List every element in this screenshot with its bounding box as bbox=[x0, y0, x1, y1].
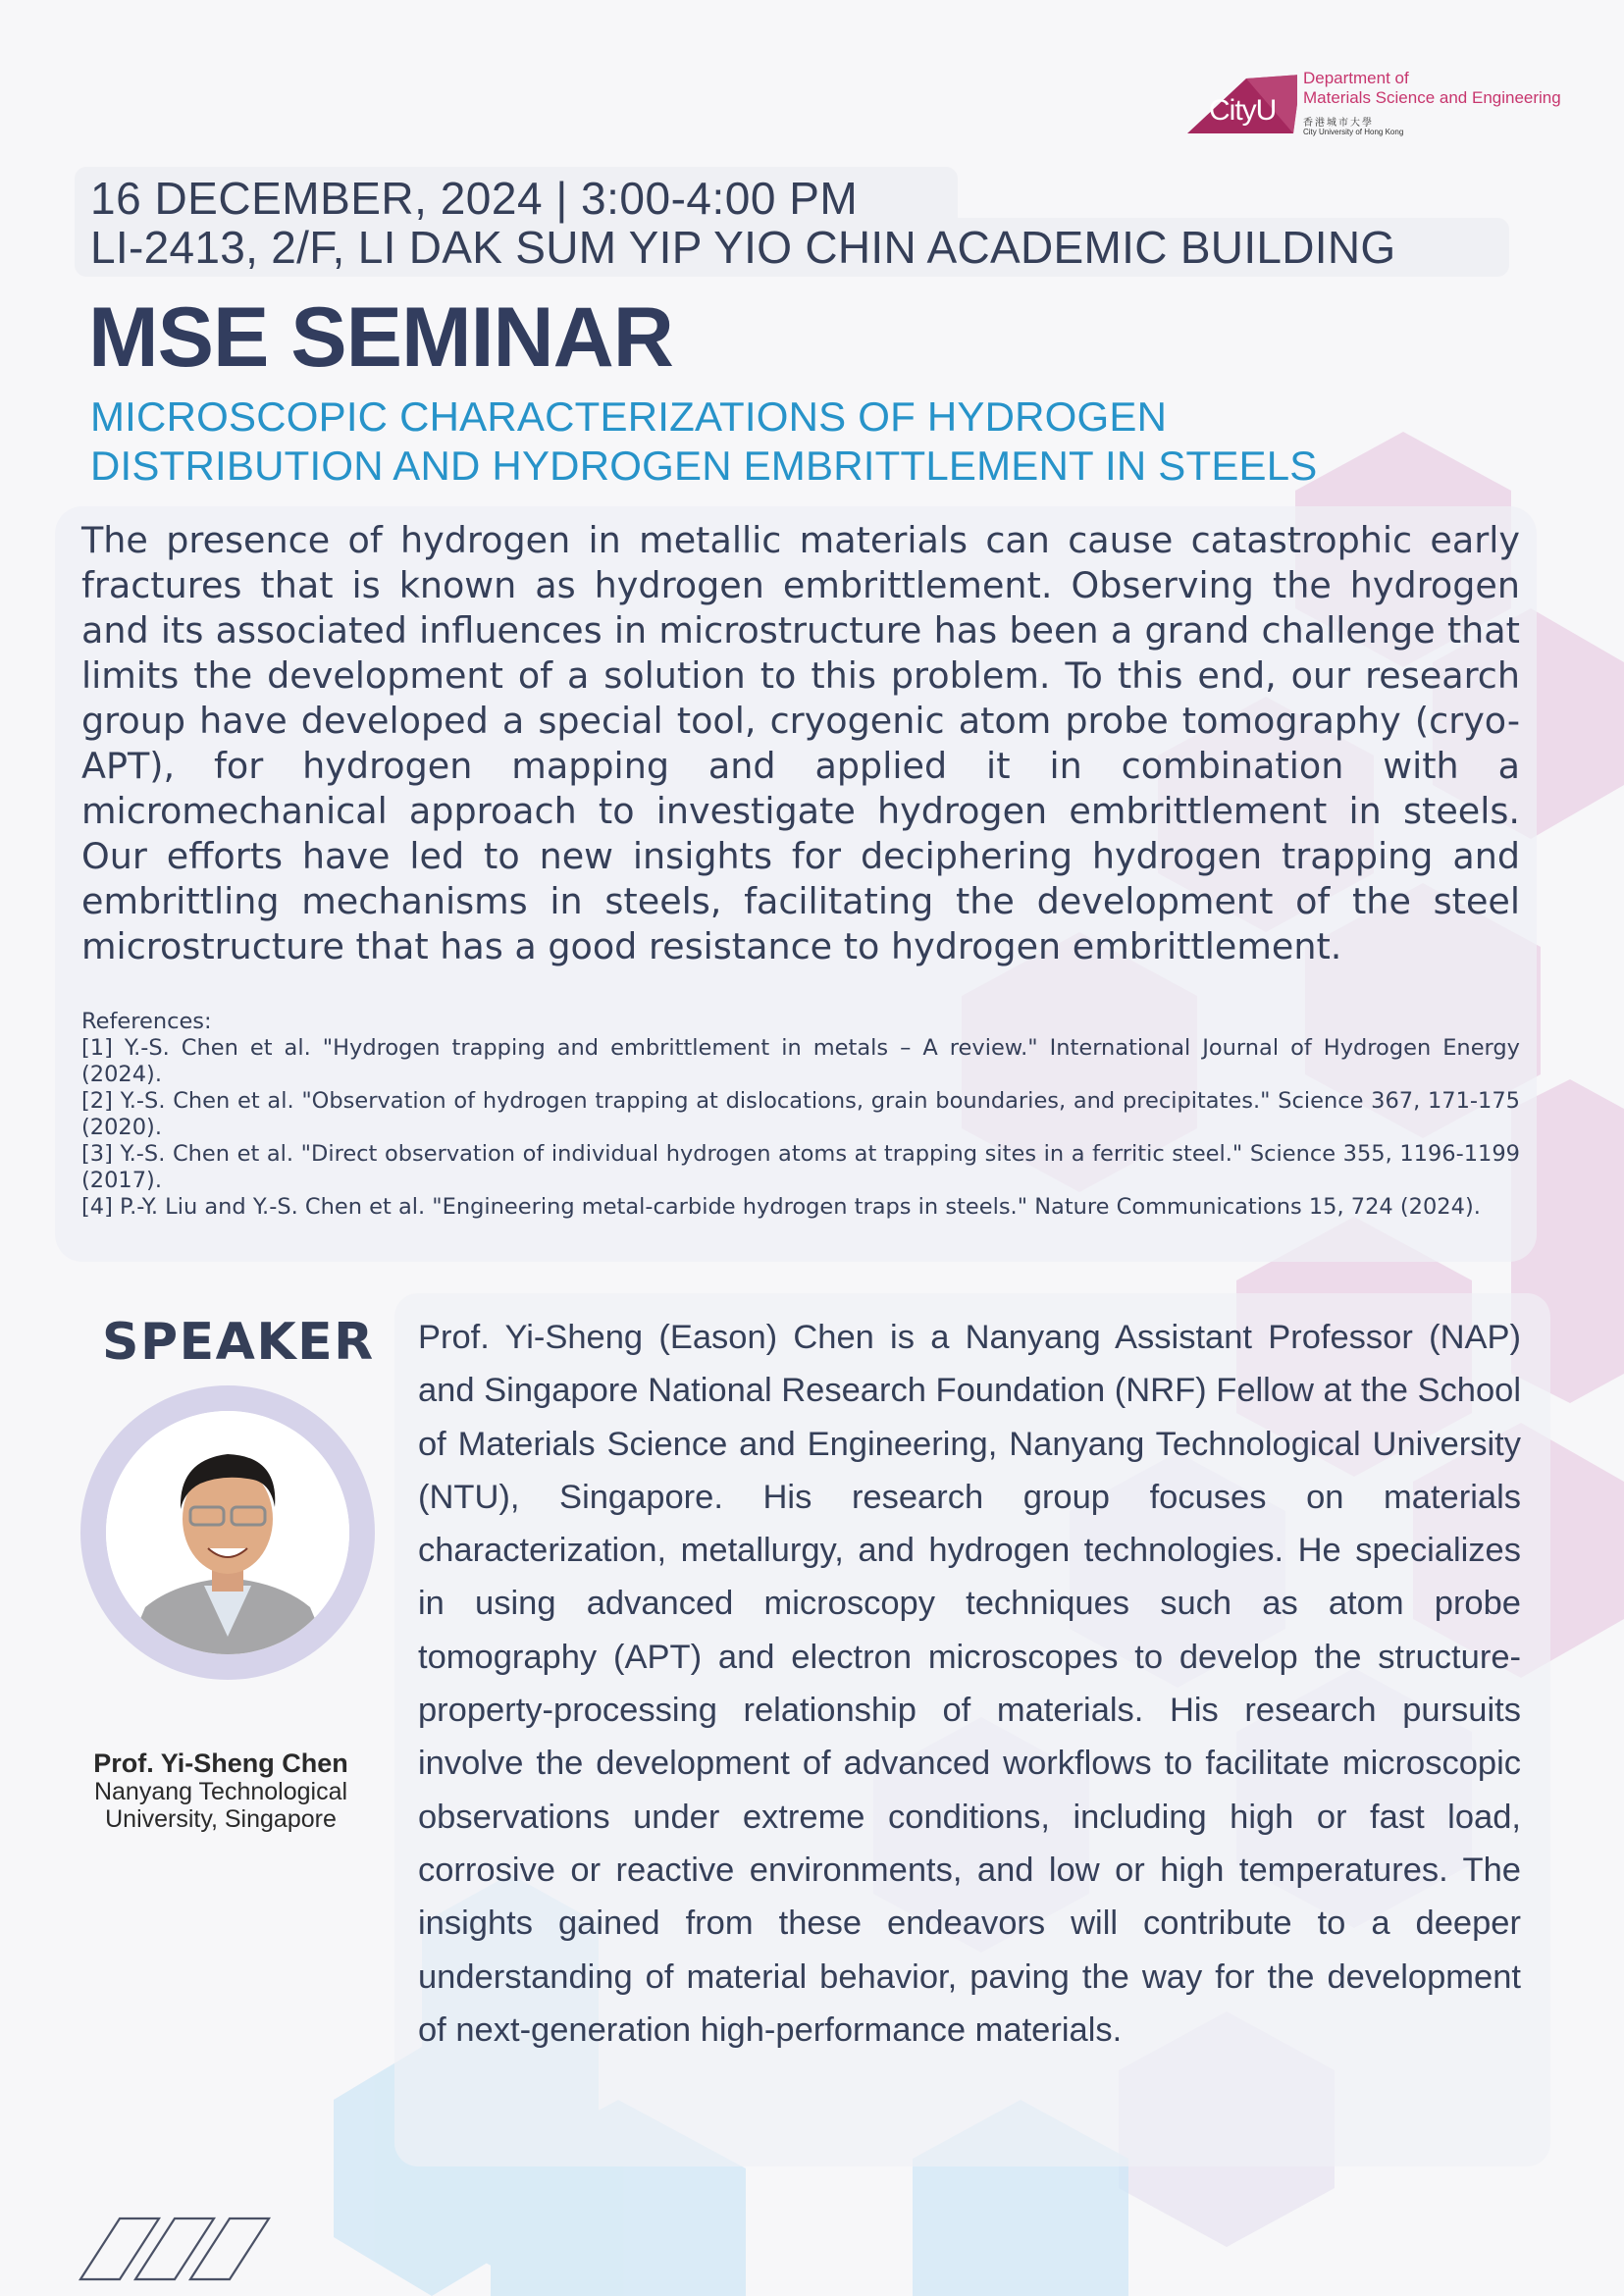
references-list bbox=[81, 1009, 1520, 1221]
speaker-affiliation-line-2: University, Singapore bbox=[105, 1805, 337, 1833]
university-name-english: City University of Hong Kong bbox=[1303, 128, 1404, 136]
talk-title-line-1: MICROSCOPIC CHARACTERIZATIONS OF HYDROGEN bbox=[90, 393, 1168, 440]
logo-mark-text: CityU bbox=[1209, 94, 1277, 127]
speaker-bio: Prof. Yi-Sheng (Eason) Chen is a Nanyang Assistant Professor (NAP) and Singapore National Research Foundation (NRF) Fellow at the School of Materials Science and Engineering, Nanyang Technological University (NTU), Singapore. His research group focuses on materials characterization, metallurgy, and hydrogen technologies. He specializes in using advanced microscopy techniques such as atom probe tomography (APT) and electron microscopes to develop the structure-property-processing relationship of materials. His research pursuits involve the development of advanced workflows to facilitate microscopic observations under extreme conditions, including high or fast load, corrosive or reactive environments, and low or high temperatures. The insights gained from these endeavors will contribute to a deeper understanding of material behavior, paving the way for the development of next-generation high-performance materials. bbox=[418, 1319, 1521, 2049]
speaker-affiliation-line-1: Nanyang Technological bbox=[93, 1778, 348, 1805]
reference-item: [4] P.-Y. Liu and Y.-S. Chen et al. "Engineering metal-carbide hydrogen traps in steels." Nature Communications 15, 724 (2024). bbox=[81, 1194, 1481, 1220]
university-name-chinese: 香港城市大學 bbox=[1303, 118, 1374, 129]
seminar-series-title: MSE SEMINAR bbox=[88, 290, 673, 385]
department-line-2: Materials Science and Engineering bbox=[1303, 88, 1561, 107]
speaker-name: Prof. Yi-Sheng Chen bbox=[93, 1748, 348, 1778]
abstract-text: The presence of hydrogen in metallic materials can cause catastrophic early fractures that is known as hydrogen embrittlement. Observing the hydrogen and its associated influences in microstructure has been a grand challenge that limits the development of a solution to this problem. To this end, our research group have developed a special tool, cryogenic atom probe tomography (cryo-APT), for hydrogen mapping and applied it in combination with a micromechanical approach to investigate hydrogen embrittlement in steels. Our efforts have led to new insights for deciphering hydrogen trapping and embrittling mechanisms in steels, facilitating the development of the steel microstructure that has a good resistance to hydrogen embrittlement. bbox=[81, 519, 1520, 967]
department-name bbox=[1303, 69, 1561, 108]
person-portrait-icon bbox=[106, 1411, 349, 1654]
event-venue: LI-2413, 2/F, LI DAK SUM YIP YIO CHIN ACADEMIC BUILDING bbox=[90, 222, 1396, 273]
reference-item: [1] Y.-S. Chen et al. "Hydrogen trapping and embrittlement in metals – A review." International Journal of Hydrogen Energy (2024). bbox=[81, 1035, 1520, 1087]
speaker-photo bbox=[106, 1411, 349, 1654]
reference-item: [2] Y.-S. Chen et al. "Observation of hydrogen trapping at dislocations, grain boundaries, and precipitates." Science 367, 171-175 (2020). bbox=[81, 1088, 1520, 1140]
speaker-affiliation bbox=[59, 1778, 383, 1833]
talk-title-line-2: DISTRIBUTION AND HYDROGEN EMBRITTLEMENT IN STEELS bbox=[90, 443, 1318, 489]
department-line-1: Department of bbox=[1303, 69, 1409, 87]
speaker-heading: SPEAKER bbox=[102, 1313, 375, 1372]
talk-title bbox=[90, 392, 1318, 491]
parallelogram-stripes-icon bbox=[79, 2216, 314, 2284]
reference-item: [3] Y.-S. Chen et al. "Direct observation of individual hydrogen atoms at trapping sites in a ferritic steel." Science 355, 1196-1199 (2017). bbox=[81, 1141, 1520, 1193]
speaker-avatar bbox=[80, 1385, 375, 1680]
cityu-mse-logo bbox=[1187, 63, 1570, 157]
references-heading: References: bbox=[81, 1009, 212, 1034]
event-date-time: 16 DECEMBER, 2024 | 3:00-4:00 PM bbox=[90, 173, 859, 224]
